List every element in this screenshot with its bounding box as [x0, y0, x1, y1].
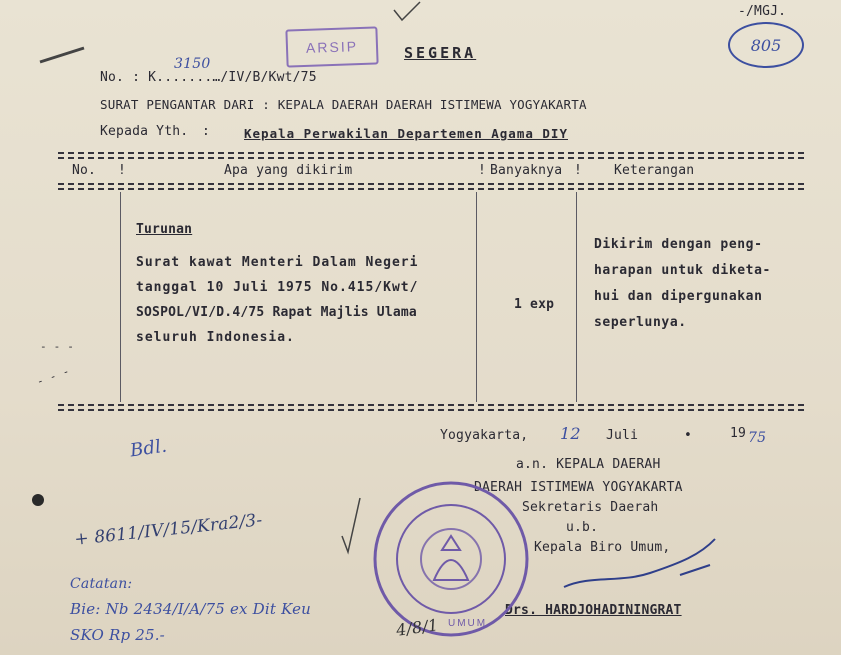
sign-line-4: u.b. — [566, 520, 599, 535]
header-no: No. — [72, 163, 97, 178]
item-line-4: seluruh Indonesia. — [136, 330, 295, 345]
date-dot: • — [684, 428, 693, 443]
nomor-handwritten: 3150 — [174, 56, 211, 72]
table-top-line — [58, 152, 804, 154]
check-mark-icon — [392, 0, 422, 24]
date-year-suffix: 75 — [748, 430, 767, 446]
header-note: Keterangan — [614, 163, 695, 178]
sign-line-1: a.n. KEPALA DAERAH — [516, 457, 661, 472]
header-sep-3: ! — [574, 163, 583, 178]
header-item: Apa yang dikirim — [224, 163, 353, 178]
header-bottom-line-2 — [58, 188, 804, 190]
kepada-label: Kepada Yth. — [100, 124, 189, 139]
seal-bottom-text: UMUM — [448, 618, 488, 629]
punch-hole-icon — [28, 490, 48, 510]
pin-mark-icon — [38, 44, 88, 66]
archive-stamp-text: ARSIP — [305, 38, 359, 56]
corner-number-circle — [728, 22, 804, 68]
sign-line-5: Kepala Biro Umum, — [534, 540, 671, 555]
header-sep-2: ! — [478, 163, 487, 178]
column-rule-2 — [476, 192, 477, 402]
column-rule-3 — [576, 192, 577, 402]
date-place: Yogyakarta, — [440, 428, 529, 443]
hand-agenda: + 8611/IV/15/Kra2/3- — [73, 510, 264, 550]
item-line-1: Surat kawat Menteri Dalam Negeri — [136, 255, 419, 270]
nomor-line: No. : K.......…/IV/B/Kwt/75 — [100, 70, 317, 85]
official-seal-icon — [372, 480, 530, 638]
note-line-2: harapan untuk diketa- — [594, 263, 771, 278]
surat-pengantar-line: SURAT PENGANTAR DARI : KEPALA DAERAH DAERAH ISTIMEWA YOGYAKARTA — [100, 97, 587, 112]
table-top-line-2 — [58, 157, 804, 159]
note-line-1: Dikirim dengan peng- — [594, 237, 763, 252]
note-line-3: hui dan dipergunakan — [594, 289, 763, 304]
table-bottom-line — [58, 404, 804, 406]
item-heading: Turunan — [136, 222, 193, 237]
sign-line-2: DAERAH ISTIMEWA YOGYAKARTA — [474, 480, 683, 495]
header-sep-1: ! — [118, 163, 127, 178]
header-bottom-line — [58, 183, 804, 185]
margin-mark-2: - - - — [34, 364, 72, 389]
check-mark-icon-2 — [340, 496, 364, 556]
signatory-name: Drs. HARDJOHADININGRAT — [505, 603, 682, 618]
corner-reference: -/MGJ. — [738, 4, 787, 19]
archive-stamp — [285, 26, 378, 67]
note-line-4: seperlunya. — [594, 315, 687, 330]
document-title: SEGERA — [404, 44, 477, 62]
kepada-colon: : — [202, 124, 211, 139]
hand-note-1: Catatan: — [70, 576, 133, 592]
date-year-prefix: 19 — [730, 426, 747, 441]
date-month: Juli — [606, 428, 639, 443]
sign-line-3: Sekretaris Daerah — [522, 500, 659, 515]
hand-initial: 4/8/1 — [394, 615, 440, 640]
item-quantity: 1 exp — [514, 297, 555, 312]
margin-mark: - - - — [40, 340, 75, 353]
date-day: 12 — [560, 424, 581, 443]
kepada-recipient: Kepala Perwakilan Departemen Agama DIY — [244, 126, 568, 141]
signature-icon — [560, 535, 730, 605]
table-bottom-line-2 — [58, 409, 804, 411]
hand-note-3: SKO Rp 25.- — [70, 626, 165, 644]
hand-note-2: Bie: Nb 2434/I/A/75 ex Dit Keu — [70, 600, 312, 618]
item-line-3: SOSPOL/VI/D.4/75 Rapat Majlis Ulama — [136, 305, 417, 320]
header-quantity: Banyaknya — [490, 163, 563, 178]
corner-number: 805 — [750, 35, 782, 55]
column-rule-1 — [120, 192, 121, 402]
item-line-2: tanggal 10 Juli 1975 No.415/Kwt/ — [136, 280, 419, 295]
hand-bdl: Bdl. — [128, 435, 169, 462]
